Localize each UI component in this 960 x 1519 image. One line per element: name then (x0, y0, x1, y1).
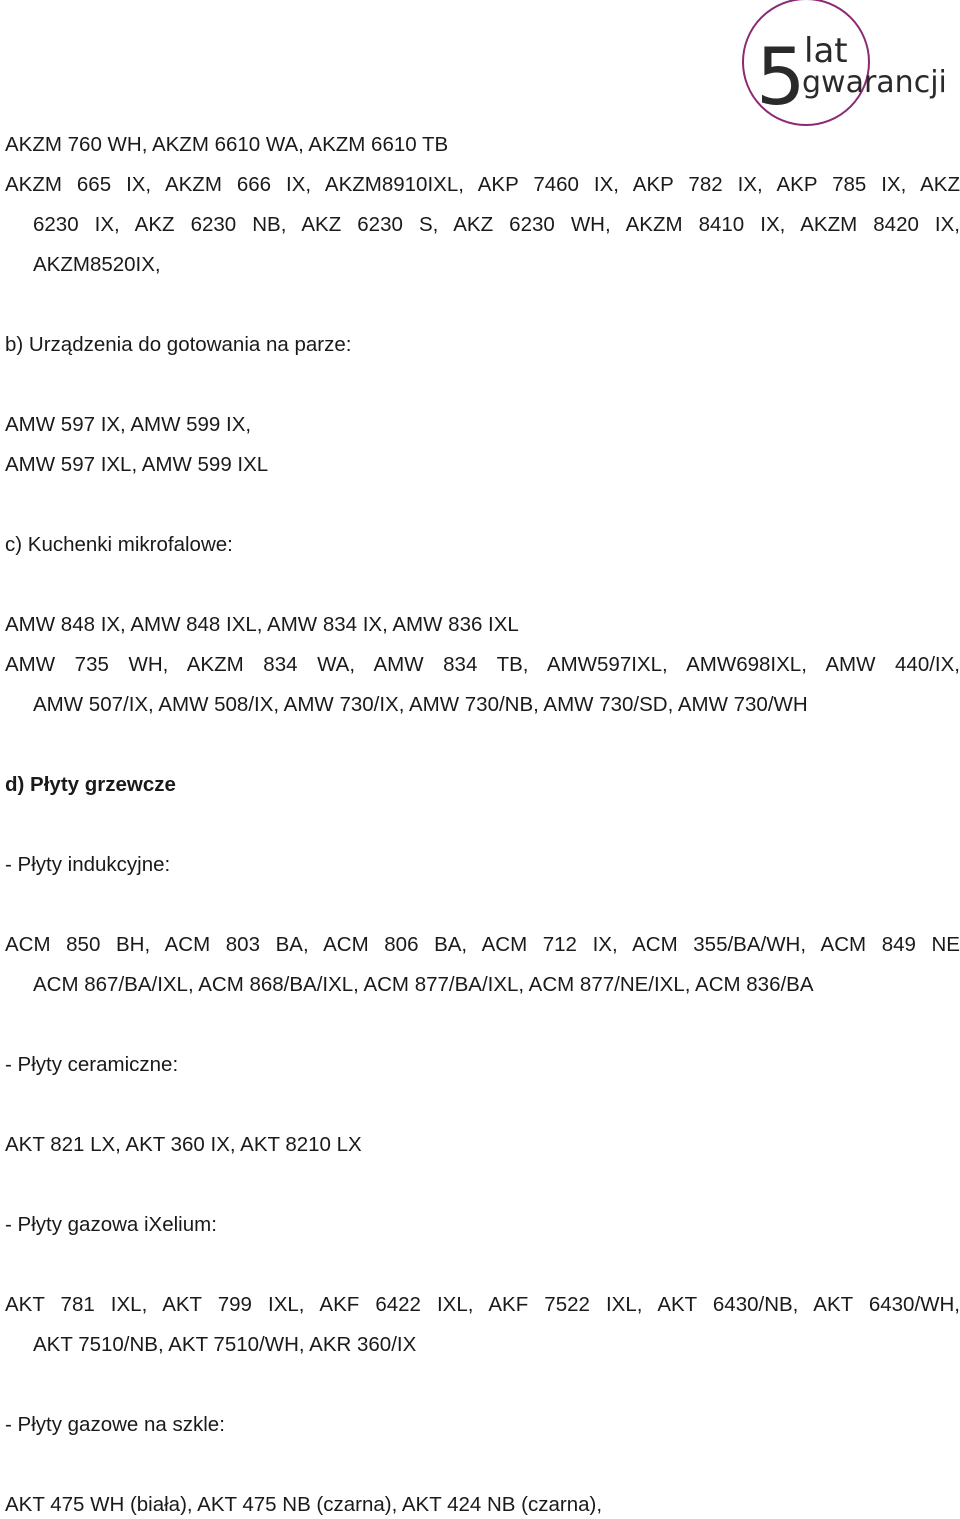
subheading-gas-ixelium: - Płyty gazowa iXelium: (5, 1213, 217, 1236)
text-line-acm-1: ACM 850 BH, ACM 803 BA, ACM 806 BA, ACM 712 IX, ACM 355/BA/WH, ACM 849 NE (5, 933, 960, 956)
text-line-amw-steam-2: AMW 597 IXL, AMW 599 IXL (5, 453, 269, 476)
logo-word-gwarancji: gwarancji (802, 65, 947, 100)
text-line-akzm-1: AKZM 760 WH, AKZM 6610 WA, AKZM 6610 TB (5, 133, 449, 156)
text-line-akt-ceramic: AKT 821 LX, AKT 360 IX, AKT 8210 LX (5, 1133, 362, 1156)
text-line-amw-steam-1: AMW 597 IX, AMW 599 IX, (5, 413, 252, 436)
text-line-amw-2: AMW 735 WH, AKZM 834 WA, AMW 834 TB, AMW597IXL, AMW698IXL, AMW 440/IX, (5, 653, 960, 676)
text-line-akzm-2: AKZM 665 IX, AKZM 666 IX, AKZM8910IXL, AKP 7460 IX, AKP 782 IX, AKP 785 IX, AKZ (5, 173, 960, 196)
subheading-induction: - Płyty indukcyjne: (5, 853, 171, 876)
text-line-akt-glass: AKT 475 WH (biała), AKT 475 NB (czarna), AKT 424 NB (czarna), (5, 1493, 603, 1516)
text-line-amw-1: AMW 848 IX, AMW 848 IXL, AMW 834 IX, AMW 836 IXL (5, 613, 519, 636)
text-line-akzm-4: AKZM8520IX, (33, 253, 161, 276)
logo-word-lat: lat (804, 31, 848, 71)
section-heading-microwave: c) Kuchenki mikrofalowe: (5, 533, 233, 556)
text-line-acm-2: ACM 867/BA/IXL, ACM 868/BA/IXL, ACM 877/BA/IXL, ACM 877/NE/IXL, ACM 836/BA (33, 973, 814, 996)
text-line-amw-3: AMW 507/IX, AMW 508/IX, AMW 730/IX, AMW 730/NB, AMW 730/SD, AMW 730/WH (33, 693, 808, 716)
text-line-akt-gas-2: AKT 7510/NB, AKT 7510/WH, AKR 360/IX (33, 1333, 417, 1356)
text-line-akt-gas-1: AKT 781 IXL, AKT 799 IXL, AKF 6422 IXL, AKF 7522 IXL, AKT 6430/NB, AKT 6430/WH, (5, 1293, 960, 1316)
subheading-ceramic: - Płyty ceramiczne: (5, 1053, 179, 1076)
subheading-gas-glass: - Płyty gazowe na szkle: (5, 1413, 225, 1436)
warranty-logo (736, 0, 960, 135)
section-heading-hobs: d) Płyty grzewcze (5, 773, 176, 796)
logo-number: 5 (756, 33, 806, 123)
section-heading-steam: b) Urządzenia do gotowania na parze: (5, 333, 352, 356)
text-line-akzm-3: 6230 IX, AKZ 6230 NB, AKZ 6230 S, AKZ 6230 WH, AKZM 8410 IX, AKZM 8420 IX, (33, 213, 960, 236)
